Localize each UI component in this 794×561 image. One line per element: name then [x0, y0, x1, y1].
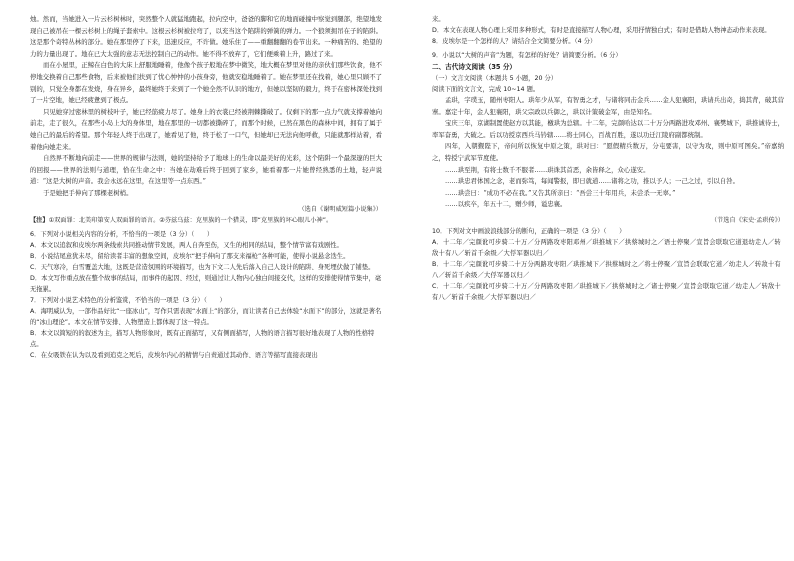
note-text: ①双面罪：北美印第安人双面罪的语言。②芬兹乌兹：克里族的一个猎灵，即“克里族的坏心眼儿小神”。 — [48, 216, 333, 224]
story-note — [30, 215, 382, 226]
classical-paragraph-2: 宝庆三年，京湖制置使赵方以其能，檄珙为总辖。十二年，完颜哈达以二十万分两路进攻邓州、襄樊城下，珙推诚待士，率军奋勇，大破之。后以功授京西兵马钤辖……将士同心，百战百胜，遂以功迁江陵府副都统制。 — [432, 119, 784, 139]
question-6-option-a: A．本文以追叙和皮埃尔两条线索共同推动情节发展，两人自奔至伤，又生的相同的结局，整个情节富有戏剧性。 — [30, 241, 343, 249]
classical-paragraph-1: 孟珙，字璞玉，随州枣阳人。珙年少从军，有智勇之才，与诸将同击金兵……金人犯襄阳，珙请兵出奇，捣其背，破其营寨。嘉定十年，金人犯襄阳，珙父宗政以兵御之，珙以计策破金军，由是知名。 — [432, 96, 784, 116]
question-7-option-a: A．海明威认为，一部作品好比“一座冰山”，写作只需表现“水面上”的部分，而让读者自己去体验“水面下”的部分，这就是著名的“冰山理论”。本文在情节安排、人物塑造上都体现了这一特点。 — [30, 307, 382, 326]
classical-paragraph-7: ……以疾卒，年五十二，赠少师，谥忠襄。 — [445, 200, 567, 209]
question-6-stem: 6．下列对小说相关内容的分析，不恰当的一项是（3 分）（ ） — [30, 230, 214, 238]
question-7-option-b: B．本文以简短的的叙述为主，描写人物形象时，既有正面描写，又有侧面描写，人物的语言描写很好地表现了人物的性格特点。 — [30, 329, 375, 348]
question-8: 8．皮埃尔是一个怎样的人？请结合全文简要分析。（4 分） — [432, 38, 597, 45]
question-7-option-d: D．本文在表现人物心理上采用多种形式，有时是直接描写人物心理，采用抒情独白式；有时是借助人物神态动作来表现。 — [432, 27, 771, 34]
question-10-stem: 10．下列对文中画波浪线部分的断句，正确的一项是（3 分）（ ） — [432, 227, 626, 235]
story-paragraph-1: 烛。然而，当她进入一片云杉树林时，突然整个人就猛地跑起，拉向空中，爸爸的脚和它的地面碰撞中察觉到腿部，绝望地发现自己被吊在一棵云杉树上的绳子套索中。这根云杉树被拉弯了，以充当这个陷阱的弹簧的弹力。一个狼须拥吊在子的陷阱。这是那个奇特丛林的部分。她在那里停了下来，迅速反应，不许做。她乐住了——重翻翻翻的卷节出来。一种痛苦的、绝望的力的力量出现了。地在已大太强的意志无法控制自己的动作。她不得不放弃了，它们便乘着上升，路过了来。 — [30, 15, 382, 58]
subsection-heading: （一）文言文阅读（本题共 5 小题，20 分） — [432, 75, 558, 82]
classical-source: （节选自《宋史·孟珙传》） — [710, 216, 784, 224]
story-paragraph-5: 于是她把手伸向了那棵老树梢。 — [43, 188, 133, 197]
note-label: 【注】 — [30, 216, 49, 224]
classical-paragraph-5: ……珙忠君体国之念，老而弥笃，每闻警报，即日就道……诸将之功，推以予人；一己之过，引以自咎。 — [445, 177, 739, 186]
classical-paragraph-3: 四年，入朝觐陛下，帝问所以恢复中原之策，珙对曰：“愿假精兵数万，分屯要害，以守为攻，则中原可图矣。”帝嘉纳之，特授宁武军节度使。 — [432, 142, 784, 162]
section-heading: 二、古代诗文阅读（35 分） — [432, 63, 517, 71]
question-9: 9．小说以“大树的声音”为题，有怎样的好处？请简要分析。（6 分） — [432, 52, 622, 59]
question-10-option-a: A．十二年／完颜讹可步骑二十万／分两路攻枣阳邓州／珙推城下／拱蔡城时之／语士停聚／宣旨会联取它道退幼走人／转敌十有八／斩首千余级／大俘军器以归／ — [432, 238, 781, 257]
question-6-option-c: C．天气寒冷，白雪覆盖大地，这既是营造氛围的环境描写，也为下文二人先后落入自己人设计的陷阱、身死埋伏做了铺垫。 — [30, 263, 375, 271]
question-7-continuation: 来。 — [432, 16, 445, 23]
left-column — [30, 14, 382, 361]
story-paragraph-4: 自然界不断地向前走——世界的规律与法则，她的坚持给予了地球上的生命以最美好的光彩，这个陷阱一个最深邃的巨大的回报——世界的法则与道理，恰在生命之中：当她在劫难后终于回到了家乡，她看着那一片她曾经熟悉的土地，轻声说道：“这是大树的声音。我会永远在这里，在这里等一点东西。” — [30, 154, 382, 186]
question-10-option-c: C．十二年／完颜讹可步骑二十万／分两路攻枣阳／珙推城下／拱蔡城时之／诸士停聚／宣旨会联取它道／幼走人／转敌十有八／斩首千余级／大俘军器以归／ — [432, 282, 781, 301]
question-7-stem: 7．下列对小说艺术特色的分析鉴赏，不恰当的一项是（3 分）（ ） — [30, 296, 226, 304]
question-7-option-c: C．在女吸铁在认为以及看到追克之死后，皮埃尔内心的精情与自责通过其动作、语言等描写直接表现出 — [30, 351, 318, 359]
question-10-option-b: B．十二年／完颜讹可步骑二十万分两路攻枣阳／珙推城下／拱蔡城时之／将士停聚／宣旨会联取它道／幼走人／转敌十有八／斩首千余级／大俘军器以归／ — [432, 260, 781, 279]
right-column — [432, 14, 784, 303]
question-6-option-d: D．本文写作重点放在整个故事的结局，而事件的起因、经过，则通过让人物内心独白间接交代，这样的安排使得情节集中，毫无拖累。 — [30, 274, 382, 293]
story-source: （选自《谢明威短篇小说集》） — [298, 205, 382, 213]
story-paragraph-3: 只见她穿过密林里的树枝叶子，她已经筋疲力尽了。她身上的衣裳已经被荆棘撕破了。仅剩下的那一点力气就支撑着她向前走，走了很久，在那些小岛上大的身体里，地在那里的一切都被撕碎了，而那个时候，已然在黑色的森林中间，拥有了属于她自己的最后的希望。那个年轻人终于出现了，她看见了他，终于松了一口气，但她却已无法向他呼救，只能就那样站着，看着他向她走来。 — [30, 107, 382, 151]
question-6-option-b: B．小说结尾意犹未尽，留给读者丰富的想象空间，皮埃尔“把手伸向了那支来福枪”各种可能，使得小说悬念迭生。 — [30, 252, 350, 260]
reading-instruction: 阅读下面的文言文，完成 10~14 题。 — [432, 86, 540, 93]
classical-paragraph-6: ……珙尝曰：“成功不必在我。”又告其所亲曰：“吾尝三十年用兵，未尝杀一无辜。” — [445, 188, 676, 197]
story-paragraph-2: 而在小屋里，正鲸在白色的大床上舒服地睡着，他像个孩子般地在梦中微笑，地大概在梦里对他的亲伙们那些饮食，他不停地交换着自己那些食物，后来被他们扶到了忧心忡忡的小孩身旁，他就安稳地睡着了。她在梦里还在找着，她心里只顾不了别的，只觉全身都在发烧，身在异乡，最终她终于来到了一个她全然不认识的地方，但她以坚韧的毅力，终于在密林深处找到了一片空地，她已经疲惫到了极点。 — [30, 61, 382, 105]
classical-paragraph-4: ……珙至荆，有将士数千不服者……珙诛其首恶，余皆释之，众心遂安。 — [445, 165, 650, 174]
